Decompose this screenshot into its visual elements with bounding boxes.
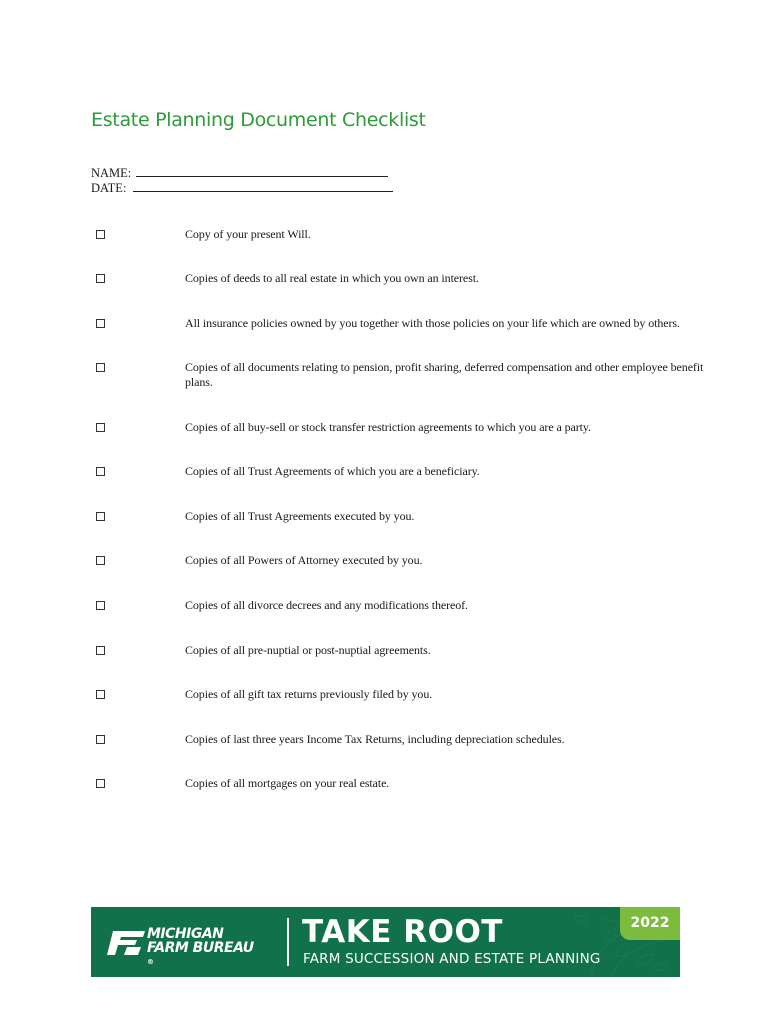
checklist-item-text: Copies of deeds to all real estate in which you own an interest. xyxy=(185,271,479,285)
checkbox-icon[interactable] xyxy=(96,690,105,699)
banner-subtitle: FARM SUCCESSION AND ESTATE PLANNING xyxy=(303,951,601,967)
farm-bureau-logo-icon xyxy=(107,931,145,955)
checkbox-icon[interactable] xyxy=(96,423,105,432)
registered-mark: ® xyxy=(147,958,154,966)
checklist-item-text: Copy of your present Will. xyxy=(185,227,311,241)
date-label: DATE: xyxy=(91,181,127,195)
checkbox-icon[interactable] xyxy=(96,646,105,655)
farm-bureau-logo-text xyxy=(147,927,254,969)
checkbox-icon[interactable] xyxy=(96,363,105,372)
name-label: NAME: xyxy=(91,166,132,180)
checkbox-icon[interactable] xyxy=(96,779,105,788)
checkbox-icon[interactable] xyxy=(96,230,105,239)
name-field-row xyxy=(91,165,388,181)
checklist-item-text: Copies of all Powers of Attorney executed by you. xyxy=(185,553,423,567)
checkbox-icon[interactable] xyxy=(96,735,105,744)
logo-line-farm-bureau: FARM BUREAU xyxy=(147,940,254,956)
checklist-item-text: Copies of last three years Income Tax Returns, including depreciation schedules. xyxy=(185,732,565,746)
checklist-item-text: Copies of all Trust Agreements of which you are a beneficiary. xyxy=(185,464,480,478)
logo-line-michigan: MICHIGAN xyxy=(147,926,224,942)
checkbox-icon[interactable] xyxy=(96,274,105,283)
banner-divider xyxy=(287,918,289,966)
checkbox-icon[interactable] xyxy=(96,512,105,521)
checklist-item-text: Copies of all divorce decrees and any modifications thereof. xyxy=(185,598,468,612)
checklist-item-text: Copies of all Trust Agreements executed by you. xyxy=(185,509,415,523)
checkbox-icon[interactable] xyxy=(96,601,105,610)
name-field[interactable] xyxy=(136,165,388,177)
page-title: Estate Planning Document Checklist xyxy=(91,109,426,131)
banner-title: TAKE ROOT xyxy=(302,914,503,950)
date-field-row xyxy=(91,180,393,196)
date-field[interactable] xyxy=(133,180,393,192)
checklist-item-text: Copies of all gift tax returns previously filed by you. xyxy=(185,687,433,701)
take-root-banner xyxy=(91,907,680,977)
checklist-item-text: Copies of all buy-sell or stock transfer restriction agreements to which you are a party. xyxy=(185,420,591,434)
checkbox-icon[interactable] xyxy=(96,319,105,328)
checkbox-icon[interactable] xyxy=(96,467,105,476)
checklist-item-text: All insurance policies owned by you together with those policies on your life which are owned by others. xyxy=(185,316,680,330)
checklist-item-text: Copies of all pre-nuptial or post-nuptial agreements. xyxy=(185,643,431,657)
checklist-item-text: Copies of all mortgages on your real estate. xyxy=(185,776,390,790)
year-badge: 2022 xyxy=(620,907,680,940)
checklist-item-text: Copies of all documents relating to pension, profit sharing, deferred compensation and other employee benefit plans. xyxy=(185,360,704,389)
checkbox-icon[interactable] xyxy=(96,556,105,565)
